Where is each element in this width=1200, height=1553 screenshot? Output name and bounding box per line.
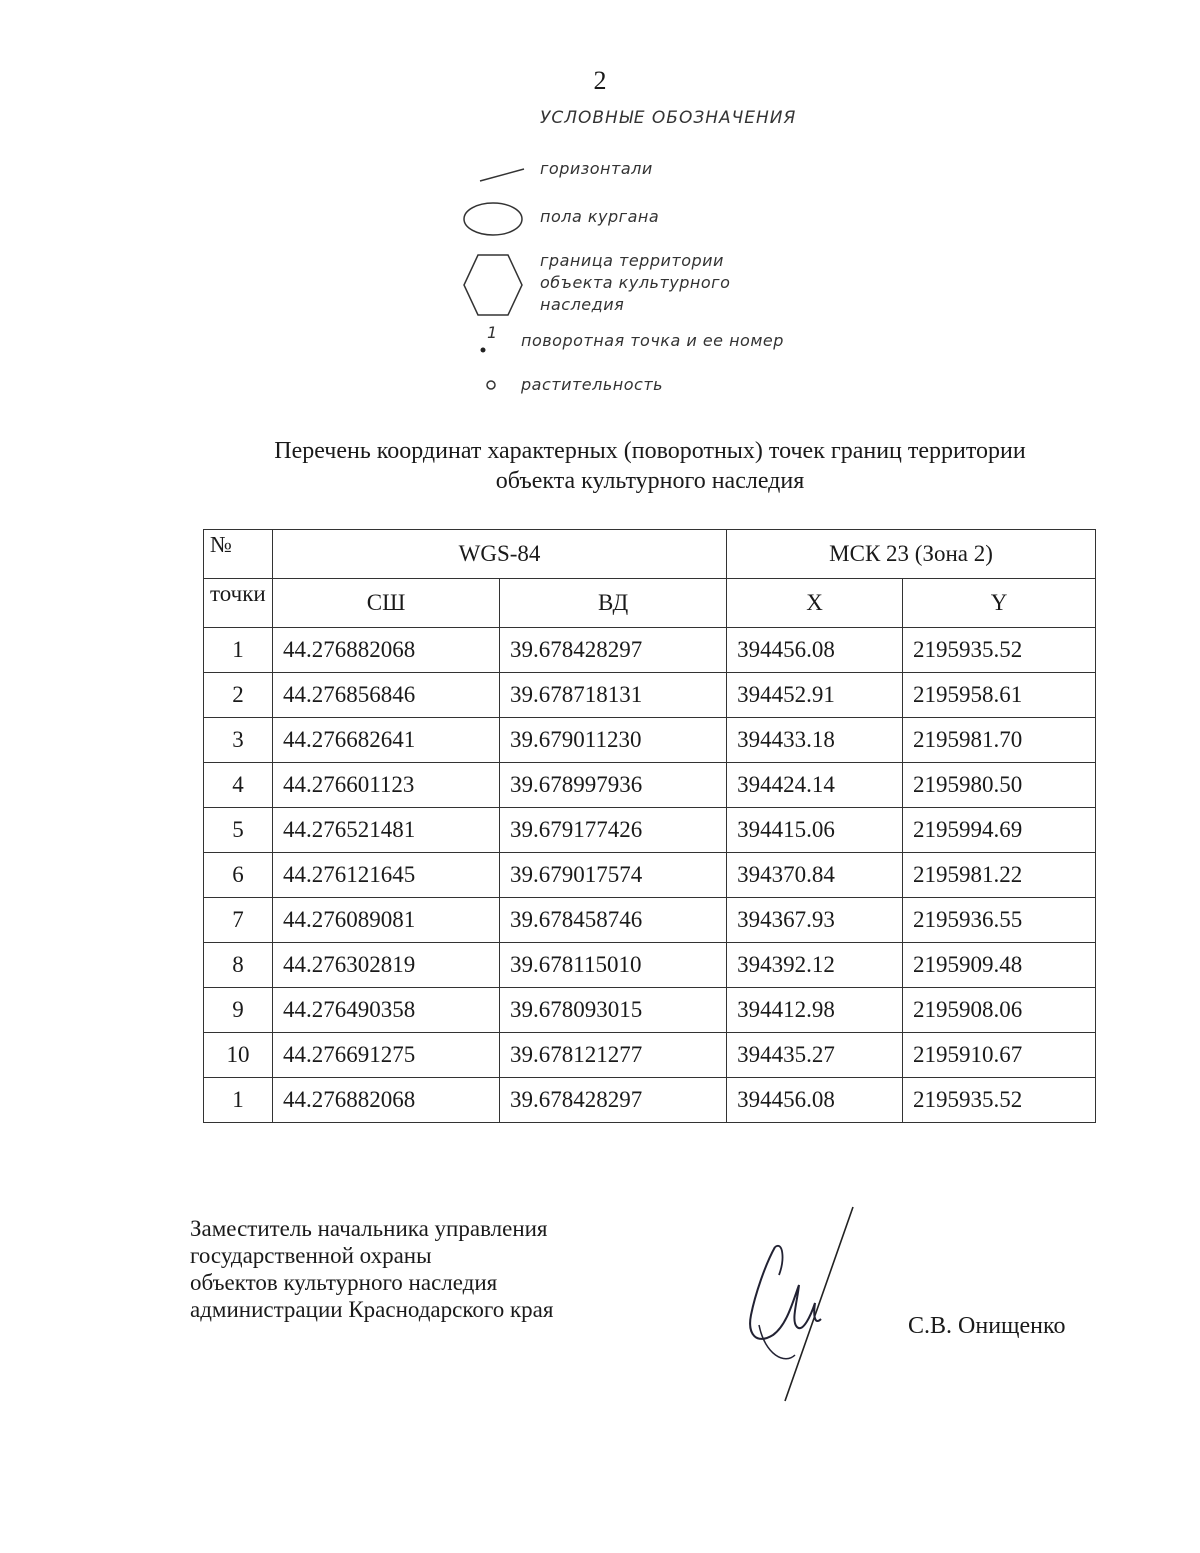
- longitude-cell: 39.679011230: [500, 718, 727, 763]
- header-latitude: СШ: [273, 579, 500, 628]
- y-cell: 2195981.70: [903, 718, 1096, 763]
- legend-title: УСЛОВНЫЕ ОБОЗНАЧЕНИЯ: [540, 108, 797, 128]
- legend-label-turning-point: поворотная точка и ее номер: [521, 331, 784, 350]
- table-row: [204, 673, 1096, 718]
- latitude-cell: 44.276682641: [273, 718, 500, 763]
- legend: [0, 0, 1200, 420]
- longitude-cell: 39.679177426: [500, 808, 727, 853]
- y-cell: 2195935.52: [903, 628, 1096, 673]
- x-cell: 394415.06: [727, 808, 903, 853]
- table-row: [204, 943, 1096, 988]
- legend-label-contour: горизонтали: [540, 159, 653, 178]
- x-cell: 394367.93: [727, 898, 903, 943]
- table-body: [204, 628, 1096, 1123]
- point-number-cell: 3: [204, 718, 273, 763]
- point-number-cell: 5: [204, 808, 273, 853]
- x-cell: 394424.14: [727, 763, 903, 808]
- table-row: [204, 898, 1096, 943]
- header-x: X: [727, 579, 903, 628]
- handwritten-signature: [735, 1205, 865, 1405]
- latitude-cell: 44.276882068: [273, 628, 500, 673]
- latitude-cell: 44.276302819: [273, 943, 500, 988]
- longitude-cell: 39.678458746: [500, 898, 727, 943]
- header-y: Y: [903, 579, 1096, 628]
- longitude-cell: 39.678428297: [500, 1078, 727, 1123]
- table-row: [204, 853, 1096, 898]
- longitude-cell: 39.678121277: [500, 1033, 727, 1078]
- signer-name: С.В. Онищенко: [908, 1313, 1066, 1339]
- legend-label-boundary: граница территории объекта культурного наследия: [540, 251, 731, 314]
- hexagon-icon: [462, 253, 524, 317]
- y-cell: 2195909.48: [903, 943, 1096, 988]
- point-number-cell: 4: [204, 763, 273, 808]
- point-number-cell: 6: [204, 853, 273, 898]
- y-cell: 2195980.50: [903, 763, 1096, 808]
- coordinates-table: [203, 529, 1096, 1123]
- point-number-cell: 8: [204, 943, 273, 988]
- point-number-cell: 1: [204, 1078, 273, 1123]
- table-row: [204, 1033, 1096, 1078]
- point-number-cell: 10: [204, 1033, 273, 1078]
- header-longitude: ВД: [500, 579, 727, 628]
- point-number-cell: 7: [204, 898, 273, 943]
- x-cell: 394456.08: [727, 628, 903, 673]
- latitude-cell: 44.276490358: [273, 988, 500, 1033]
- legend-label-mound: пола кургана: [540, 207, 660, 226]
- longitude-cell: 39.678997936: [500, 763, 727, 808]
- header-point: точки: [204, 579, 273, 628]
- table-header-row: [204, 530, 1096, 579]
- table-row: [204, 628, 1096, 673]
- longitude-cell: 39.678115010: [500, 943, 727, 988]
- table-row: [204, 808, 1096, 853]
- x-cell: 394456.08: [727, 1078, 903, 1123]
- y-cell: 2195910.67: [903, 1033, 1096, 1078]
- latitude-cell: 44.276521481: [273, 808, 500, 853]
- longitude-cell: 39.679017574: [500, 853, 727, 898]
- table-subheader-row: [204, 579, 1096, 628]
- page-number: 2: [593, 66, 607, 95]
- latitude-cell: 44.276691275: [273, 1033, 500, 1078]
- x-cell: 394433.18: [727, 718, 903, 763]
- header-wgs84: WGS-84: [273, 530, 727, 579]
- longitude-cell: 39.678718131: [500, 673, 727, 718]
- point-number-cell: 9: [204, 988, 273, 1033]
- y-cell: 2195958.61: [903, 673, 1096, 718]
- point-number-cell: 1: [204, 628, 273, 673]
- latitude-cell: 44.276121645: [273, 853, 500, 898]
- latitude-cell: 44.276089081: [273, 898, 500, 943]
- signer-title: Заместитель начальника управления государственной охраны объектов культурного наследия администрации Краснодарского края: [190, 1216, 554, 1322]
- x-cell: 394435.27: [727, 1033, 903, 1078]
- x-cell: 394392.12: [727, 943, 903, 988]
- table-row: [204, 763, 1096, 808]
- legend-label-vegetation: растительность: [521, 375, 664, 394]
- turning-point-marker: 1: [487, 323, 498, 342]
- latitude-cell: 44.276882068: [273, 1078, 500, 1123]
- latitude-cell: 44.276856846: [273, 673, 500, 718]
- latitude-cell: 44.276601123: [273, 763, 500, 808]
- x-cell: 394370.84: [727, 853, 903, 898]
- vegetation-circle-icon: [484, 378, 498, 392]
- contour-line-icon: [478, 165, 528, 185]
- table-row: [204, 988, 1096, 1033]
- header-msk23: МСК 23 (Зона 2): [727, 530, 1096, 579]
- x-cell: 394412.98: [727, 988, 903, 1033]
- table-row: [204, 718, 1096, 763]
- y-cell: 2195994.69: [903, 808, 1096, 853]
- table-row: [204, 1078, 1096, 1123]
- y-cell: 2195935.52: [903, 1078, 1096, 1123]
- header-number: №: [204, 530, 273, 579]
- ellipse-icon: [463, 202, 525, 238]
- x-cell: 394452.91: [727, 673, 903, 718]
- y-cell: 2195936.55: [903, 898, 1096, 943]
- y-cell: 2195981.22: [903, 853, 1096, 898]
- longitude-cell: 39.678428297: [500, 628, 727, 673]
- list-title: Перечень координат характерных (поворотных) точек границ территории объекта культурного наследия: [274, 438, 1026, 494]
- y-cell: 2195908.06: [903, 988, 1096, 1033]
- point-number-cell: 2: [204, 673, 273, 718]
- longitude-cell: 39.678093015: [500, 988, 727, 1033]
